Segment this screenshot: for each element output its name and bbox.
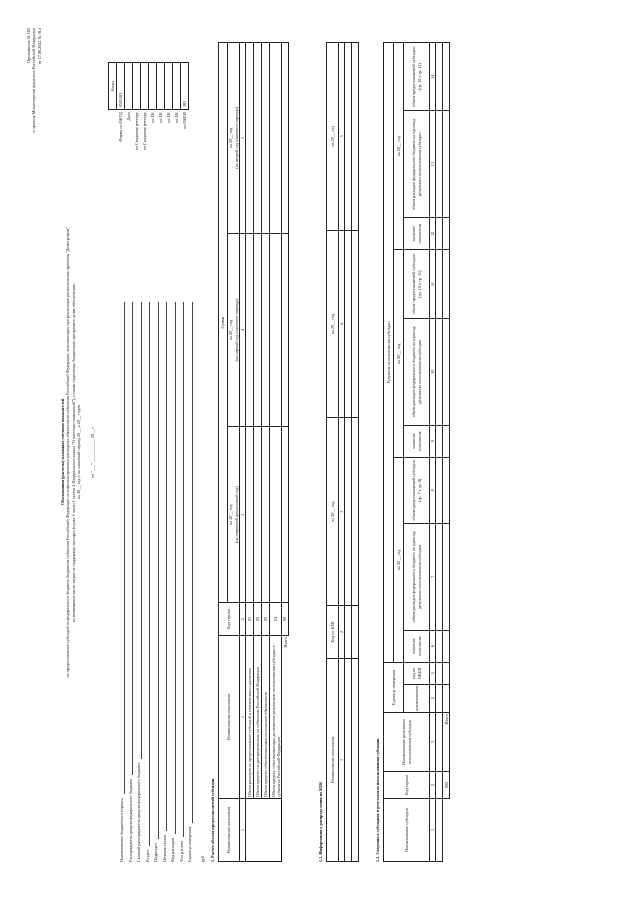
row-name: Объем расходов на предоставление субсидий в соответствии с расчетом: [246, 636, 254, 799]
document-title: [60, 192, 81, 712]
col-number: 3: [430, 713, 436, 772]
table-cell[interactable]: [352, 659, 359, 862]
table-cell[interactable]: [436, 799, 443, 862]
col-consolidated: объем предоставляемой субсидии (гр. 10 х гр. 11): [404, 43, 430, 111]
year-label: на 20__ год: [228, 127, 234, 148]
col-name-header: Наименование показателя: [219, 799, 240, 862]
table-cell[interactable]: [352, 230, 359, 418]
col-subject-header: Наименование субсидии: [384, 799, 430, 862]
row-name: Объем средств, не распределенных по субъектам Российской Федерации: [254, 636, 262, 799]
col-number: 7: [430, 523, 436, 630]
section-1-title: 1. Расчет объема предоставляемой субсидии: [210, 778, 215, 862]
field-label: Вид расходов: [170, 837, 176, 862]
table-cell[interactable]: [436, 772, 443, 799]
col-code-header: Код строки: [219, 603, 240, 636]
col-number: 5: [339, 43, 345, 231]
codes-table: [108, 62, 189, 212]
section-11-title: 1.1. Информация о распределении по КБК: [318, 781, 323, 862]
col-number: 12: [430, 218, 436, 250]
table-cell[interactable]: [246, 43, 254, 234]
table-cell[interactable]: [443, 111, 450, 218]
row-code: 02: [254, 603, 262, 636]
table-cell[interactable]: [282, 427, 288, 603]
table-cell[interactable]: [246, 427, 254, 603]
code-label: Форма по ОКУД: [117, 112, 123, 142]
field-label: Целевая статья: [161, 835, 167, 862]
table-cell[interactable]: [345, 606, 352, 659]
field-label: Распорядитель средств федерального бюджета: [127, 778, 133, 862]
col-number: 4: [339, 230, 345, 418]
col-sum-header: Сумма: [219, 43, 228, 603]
appendix-date: от 17.06.2022 № 91н: [36, 28, 42, 65]
col-unit-code: код по ОКЕИ: [404, 662, 430, 684]
code-label: по Сводному реестру: [141, 112, 147, 151]
col-number: 4: [240, 233, 246, 427]
section-1-table: [218, 42, 289, 862]
col-number: 5: [240, 43, 246, 234]
col-year1-header: на 20__ год: [394, 457, 404, 662]
col-fed: объем расходов федерального бюджета на единицу результата использования субсидии: [404, 111, 430, 218]
form-fields: [116, 302, 193, 862]
table-cell[interactable]: [436, 662, 443, 684]
col-number: 14: [430, 43, 436, 111]
code-label: по БК: [165, 112, 171, 123]
title-line-4: на 20__ год и на плановый период 20__ и 20__ годов: [75, 405, 81, 499]
total-code: 900: [443, 772, 450, 799]
field-line[interactable]: [169, 302, 176, 834]
col-number: 3: [240, 427, 246, 603]
table-cell[interactable]: [436, 457, 443, 523]
total-label: Итого: [443, 713, 450, 772]
col-results-header: Результат использования субсидии: [384, 43, 394, 663]
table-cell[interactable]: [282, 43, 288, 234]
col-number: 4: [430, 684, 436, 712]
table-cell[interactable]: [443, 457, 450, 523]
code-label: по ОКЕИ: [181, 112, 187, 130]
field-label: Наименование бюджетного сервиса: [119, 798, 125, 862]
col-fed: объем расходов федерального бюджета на единицу результата использования субсидии: [404, 318, 430, 425]
year-label: на 20__ год: [228, 319, 234, 341]
table-cell[interactable]: [436, 523, 443, 630]
code-label: по БК: [173, 112, 179, 123]
table-cell[interactable]: [443, 318, 450, 425]
section-12-table: [383, 42, 450, 862]
total-label: Итого: [282, 637, 288, 648]
field-line[interactable]: [186, 302, 193, 823]
col-year3-header: [228, 43, 240, 234]
table-cell[interactable]: [436, 713, 443, 772]
col-number: 1: [240, 799, 246, 862]
col-total: объем предоставляемой субсидии (гр. 7 х гр. 8): [404, 457, 430, 523]
table-cell[interactable]: [436, 425, 443, 457]
year-sub: (на очередной финансовый год): [233, 486, 239, 543]
appendix-header: [26, 28, 42, 288]
code-value: [141, 63, 149, 110]
year-sub: (на первый год планового периода): [233, 298, 239, 362]
field-line[interactable]: [152, 302, 159, 839]
code-label: Дата: [125, 112, 131, 121]
field-label: Единица измерения: [187, 826, 193, 862]
col-header: на 20__ год: [327, 230, 339, 418]
table-cell[interactable]: [352, 43, 359, 231]
table-cell[interactable]: [345, 659, 352, 862]
code-label: по БК: [157, 112, 163, 123]
col-year1-header: [228, 427, 240, 603]
table-cell[interactable]: [443, 523, 450, 630]
col-value: значение показателя: [404, 218, 430, 250]
table-cell[interactable]: [345, 230, 352, 418]
col-number: 1: [240, 636, 246, 799]
col-number: 5: [430, 662, 436, 684]
table-cell[interactable]: [254, 233, 262, 427]
col-name-header: Наименование показателя: [219, 636, 240, 799]
col-result-header: Наименование результата использования субсидии: [384, 713, 430, 772]
title-line-3: на возмещение части затрат на поддержку экспорта (пункт 3 части 1 статьи 4 Федерального закона "О внесении изменений"), а также подготовка бюджетных программ в целях обеспечения...: [70, 281, 76, 623]
year-label: на 20__ год: [228, 504, 234, 525]
table-cell[interactable]: [262, 233, 270, 427]
table-cell[interactable]: [443, 630, 450, 662]
field-line[interactable]: [118, 302, 125, 794]
col-consolidated: объем предоставляемой субсидии (гр. 10 х гр. 11): [404, 250, 430, 318]
table-cell[interactable]: [436, 318, 443, 425]
table-cell[interactable]: [270, 233, 282, 427]
col-year3-header: на 20__ год: [394, 43, 404, 251]
code-value: 383: [181, 63, 189, 110]
document-date: от "___" ___________ 20__ г.: [90, 426, 95, 478]
table-cell[interactable]: [443, 250, 450, 318]
table-cell[interactable]: [436, 43, 443, 111]
col-number: 1: [339, 659, 345, 862]
field-label: Главный распорядитель средств федерального бюджета: [136, 762, 142, 862]
field-line[interactable]: [177, 302, 184, 837]
code-value: [125, 63, 133, 110]
table-cell[interactable]: [443, 662, 450, 684]
table-cell[interactable]: [443, 43, 450, 111]
table-cell[interactable]: [246, 799, 282, 862]
col-value: значение показателя: [404, 425, 430, 457]
code-value: [157, 63, 165, 110]
table-cell[interactable]: [352, 606, 359, 659]
table-cell[interactable]: [436, 250, 443, 318]
field-line[interactable]: [160, 302, 167, 831]
col-number: 6: [430, 630, 436, 662]
title-line-2: на предоставление субсидий из федерального бюджета бюджетам субъектов Российской Федерации на софинансирование расходных обязательств субъектов Российской Федерации, возникающих при реализации региональных проектов "Демография",: [65, 226, 71, 678]
row-code: 03: [262, 603, 270, 636]
code-value: [133, 63, 141, 110]
table-cell[interactable]: [352, 418, 359, 606]
codes-heading: Коды: [109, 63, 117, 110]
col-header: на 20__ год: [327, 43, 339, 231]
col-number: 13: [430, 111, 436, 218]
code-value: [173, 63, 181, 110]
table-cell[interactable]: [254, 427, 262, 603]
total-code: 90: [282, 603, 288, 636]
table-cell[interactable]: [345, 43, 352, 231]
field-label: Тип расчета: [178, 840, 184, 862]
col-number: 3: [339, 418, 345, 606]
year-sub: (на второй год планового периода): [233, 107, 239, 169]
col-header: Наименование показателя: [327, 659, 339, 862]
col-unit-header: Единица измерения: [384, 662, 404, 712]
col-year2-header: [228, 233, 240, 427]
code-value: [165, 63, 173, 110]
code-label: по БК: [149, 112, 155, 123]
col-number: 8: [430, 457, 436, 523]
col-number: 2: [339, 606, 345, 659]
row-name: Объем средств, обеспечивающих исполнение обязательств: [262, 636, 270, 799]
table-cell[interactable]: [436, 218, 443, 250]
appendix-order: к приказу Министерства финансов Российской Федерации: [31, 28, 37, 133]
table-cell[interactable]: [436, 630, 443, 662]
table-cell[interactable]: [443, 218, 450, 250]
field-line[interactable]: [126, 302, 133, 775]
field-label: Подраздел: [153, 843, 159, 862]
col-number: 11: [430, 250, 436, 318]
appendix-number: Приложение № 183: [26, 28, 31, 63]
table-cell[interactable]: [436, 684, 443, 712]
code-label: по Сводному реестру: [133, 112, 139, 151]
row-code: 01: [246, 603, 254, 636]
units-label: руб: [200, 856, 205, 862]
field-label: Раздел: [144, 850, 150, 862]
table-cell[interactable]: [262, 43, 270, 234]
table-cell[interactable]: [270, 43, 282, 234]
title-line-1: Обоснования (расчеты) плановых сметных показателей: [60, 398, 65, 506]
table-cell[interactable]: [443, 425, 450, 457]
table-cell[interactable]: [436, 111, 443, 218]
col-code-header: Код строки: [384, 772, 430, 799]
col-number: 1: [430, 799, 436, 862]
table-cell[interactable]: [443, 684, 450, 712]
row-code: 04: [270, 603, 282, 636]
rotated-form-page: [20, 22, 620, 882]
col-number: 2: [430, 772, 436, 799]
table-cell[interactable]: [282, 233, 288, 427]
table-cell[interactable]: [254, 43, 262, 234]
col-header: Код по КБК: [327, 606, 339, 659]
col-year2-header: на 20__ год: [394, 250, 404, 457]
row-name: Объем средств, обеспечивающих достижение результатов использования субсидии в субъектах Российской Федерации: [270, 636, 282, 799]
col-number: 2: [240, 603, 246, 636]
col-header: на 20__ год: [327, 418, 339, 606]
code-value: 0505183: [117, 63, 125, 110]
col-unit-name: наименование: [404, 684, 430, 712]
col-number: 10: [430, 318, 436, 425]
table-cell[interactable]: [262, 427, 270, 603]
col-fed: объем расходов федерального бюджета на единицу результата использования субсидии: [404, 523, 430, 630]
section-11-table: [326, 42, 359, 862]
field-line[interactable]: [143, 302, 150, 846]
section-12-title: 1.2. Сведения о субсидиях и результатах использования субсидии: [375, 738, 380, 862]
table-cell[interactable]: [345, 418, 352, 606]
table-cell[interactable]: [270, 427, 282, 603]
field-line[interactable]: [135, 302, 142, 759]
col-value: значение показателя: [404, 630, 430, 662]
code-value: [149, 63, 157, 110]
table-cell[interactable]: [246, 233, 254, 427]
col-number: 9: [430, 425, 436, 457]
